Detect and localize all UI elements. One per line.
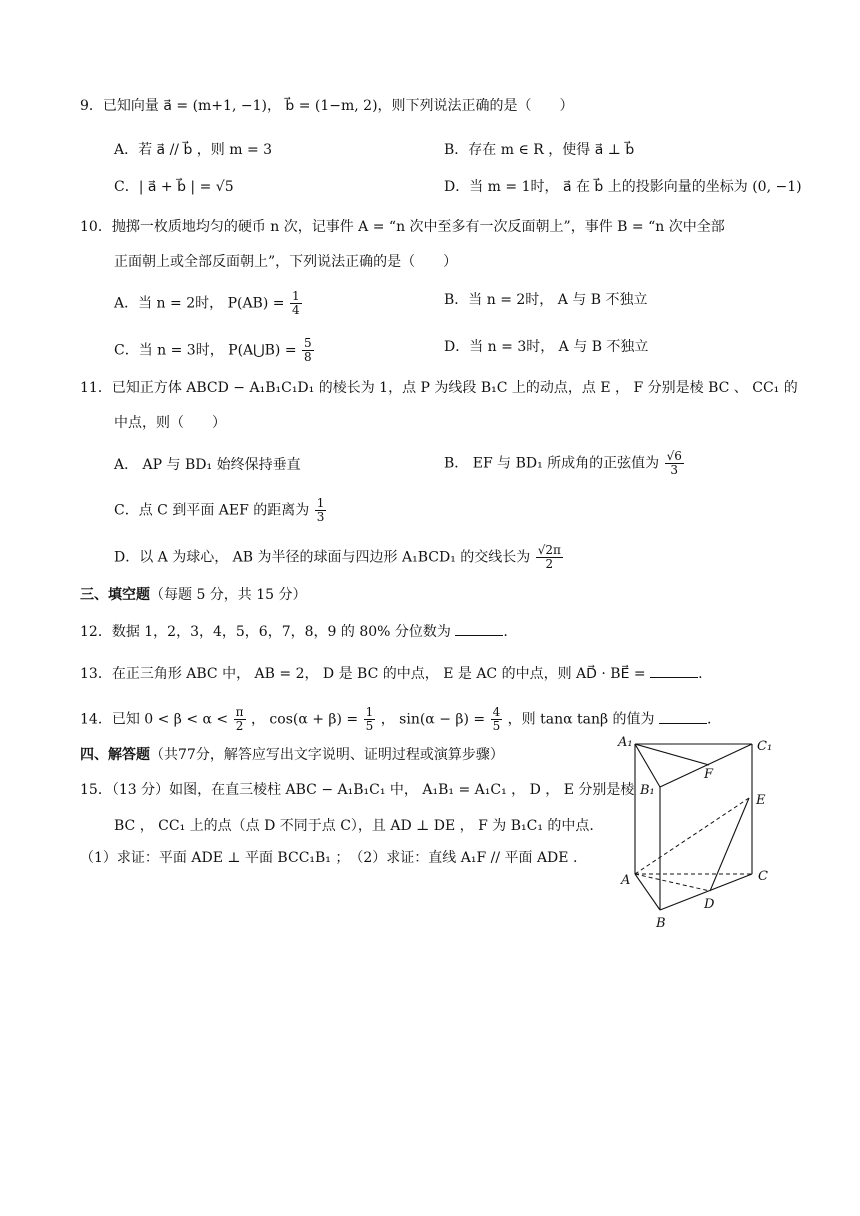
q11-option-d-text: D．以 A 为球心， AB 为半径的球面与四边形 A₁BCD₁ 的交线长为 bbox=[114, 549, 531, 566]
section-4-note: （共77分，解答应写出文字说明、证明过程或演算步骤） bbox=[150, 747, 504, 763]
q15-line2: BC ， CC₁ 上的点（点 D 不同于点 C），且 AD ⊥ DE ， F 为 B₁C₁ 的中点. bbox=[114, 818, 594, 834]
q10-option-a bbox=[114, 290, 303, 317]
q11-option-a: A． AP 与 BD₁ 始终保持垂直 bbox=[114, 457, 301, 473]
q9-option-b: B．存在 m ∈ R ，使得 a⃗ ⊥ b⃗ bbox=[444, 142, 635, 158]
numerator: √2π bbox=[537, 543, 561, 557]
denominator: 4 bbox=[291, 303, 300, 317]
denominator: 3 bbox=[670, 463, 679, 477]
q14 bbox=[80, 706, 711, 733]
numerator: √6 bbox=[666, 449, 682, 463]
q10-stem-line2: 正面朝上或全部反面朝上”，下列说法正确的是（ ） bbox=[114, 254, 458, 270]
q14-text-cos: ， cos(α + β) = bbox=[250, 711, 359, 728]
q14-end: . bbox=[707, 711, 712, 728]
denominator: 3 bbox=[316, 510, 325, 524]
denominator: 8 bbox=[304, 350, 312, 364]
answer-blank[interactable] bbox=[659, 709, 707, 724]
q10-option-c-text: C．当 n = 3时， P(A⋃B) = bbox=[114, 342, 297, 359]
q11-option-c-text: C．点 C 到平面 AEF 的距离为 bbox=[114, 502, 310, 519]
numerator: 1 bbox=[316, 496, 325, 510]
section-4-heading bbox=[80, 745, 504, 765]
denominator: 5 bbox=[365, 719, 374, 733]
section-3-heading bbox=[80, 585, 307, 605]
numerator: 1 bbox=[291, 289, 300, 303]
q10-option-a-text: A．当 n = 2时， P(AB) = bbox=[114, 295, 285, 312]
section-3-note: （每题 5 分，共 15 分） bbox=[150, 587, 307, 603]
section-3-title: 三、填空题 bbox=[80, 587, 150, 603]
label-d: D bbox=[704, 897, 715, 912]
numerator: π bbox=[235, 705, 244, 719]
fraction bbox=[491, 706, 503, 733]
q11-option-b-text: B． EF 与 BD₁ 所成角的正弦值为 bbox=[444, 455, 660, 472]
numerator: 4 bbox=[492, 705, 501, 719]
q10-option-d: D．当 n = 3时， A 与 B 不独立 bbox=[444, 339, 649, 355]
q15-line1: 15．（13 分）如图，在直三棱柱 ABC − A₁B₁C₁ 中， A₁B₁ = A₁C₁ ， D ， E 分别是棱 bbox=[80, 782, 635, 798]
q10-option-c bbox=[114, 337, 315, 364]
label-a: A bbox=[621, 873, 631, 888]
label-c: C bbox=[758, 869, 768, 884]
q9-option-d: D．当 m = 1时， a⃗ 在 b⃗ 上的投影向量的坐标为 (0, −1) bbox=[444, 179, 802, 195]
label-b: B bbox=[656, 916, 666, 931]
q11-stem-line1: 11．已知正方体 ABCD − A₁B₁C₁D₁ 的棱长为 1，点 P 为线段 B₁C 上的动点，点 E ， F 分别是棱 BC 、 CC₁ 的 bbox=[80, 380, 798, 396]
label-c1: C₁ bbox=[757, 739, 773, 754]
q9-option-c: C．| a⃗ + b⃗ | = √5 bbox=[114, 179, 234, 195]
q11-option-b bbox=[444, 450, 685, 477]
section-4-title: 四、解答题 bbox=[80, 747, 150, 763]
q14-text-start: 14．已知 0 < β < α < bbox=[80, 711, 229, 728]
answer-blank[interactable] bbox=[455, 621, 503, 636]
q9-stem: 9．已知向量 a⃗ = (m+1, −1)， b⃗ = (1−m, 2)，则下列说法正确的是（ ） bbox=[80, 98, 574, 114]
fraction bbox=[302, 337, 314, 364]
q12 bbox=[80, 621, 508, 642]
q12-text: 12．数据 1，2，3，4，5，6，7，8，9 的 80% 分位数为 bbox=[80, 624, 451, 640]
fraction bbox=[234, 706, 246, 733]
q13 bbox=[80, 663, 703, 684]
q11-stem-line2: 中点，则（ ） bbox=[114, 415, 226, 431]
fraction bbox=[315, 497, 327, 524]
q14-text-sin: ， sin(α − β) = bbox=[380, 711, 486, 728]
denominator: 5 bbox=[492, 719, 501, 733]
answer-blank[interactable] bbox=[650, 663, 698, 678]
q10-option-b: B．当 n = 2时， A 与 B 不独立 bbox=[444, 292, 648, 308]
q15-line3: （1）求证：平面 ADE ⊥ 平面 BCC₁B₁ ； （2）求证：直线 A₁F // 平面 ADE . bbox=[80, 850, 578, 866]
denominator: 2 bbox=[545, 557, 554, 571]
label-b1: B₁ bbox=[640, 783, 655, 798]
segment-ad-hidden bbox=[635, 874, 710, 891]
edge-ab bbox=[635, 874, 660, 910]
prism-figure bbox=[610, 730, 790, 935]
segment-ae-hidden bbox=[635, 798, 749, 874]
numerator: 5 bbox=[304, 336, 312, 350]
label-e: E bbox=[756, 793, 766, 808]
q9-option-a: A．若 a⃗ // b⃗ ，则 m = 3 bbox=[114, 142, 273, 158]
label-f: F bbox=[704, 767, 714, 782]
fraction bbox=[665, 450, 684, 477]
q11-option-c bbox=[114, 497, 327, 524]
q13-end: . bbox=[698, 666, 703, 682]
q13-text: 13．在正三角形 ABC 中， AB = 2， D 是 BC 的中点， E 是 AC 的中点，则 AD⃗ · BE⃗ = bbox=[80, 666, 646, 682]
denominator: 2 bbox=[235, 719, 244, 733]
numerator: 1 bbox=[365, 705, 374, 719]
fraction bbox=[364, 706, 376, 733]
segment-a1f bbox=[635, 744, 709, 765]
q12-end: . bbox=[503, 624, 508, 640]
fraction bbox=[290, 290, 302, 317]
fraction bbox=[536, 544, 563, 571]
label-a1: A₁ bbox=[618, 735, 633, 750]
q10-stem-line1: 10．抛掷一枚质地均匀的硬币 n 次，记事件 A = “n 次中至多有一次反面朝上”，事件 B = “n 次中全部 bbox=[80, 219, 725, 235]
q11-option-d bbox=[114, 544, 564, 571]
q14-text-end: ，则 tanα tanβ 的值为 bbox=[507, 711, 655, 728]
